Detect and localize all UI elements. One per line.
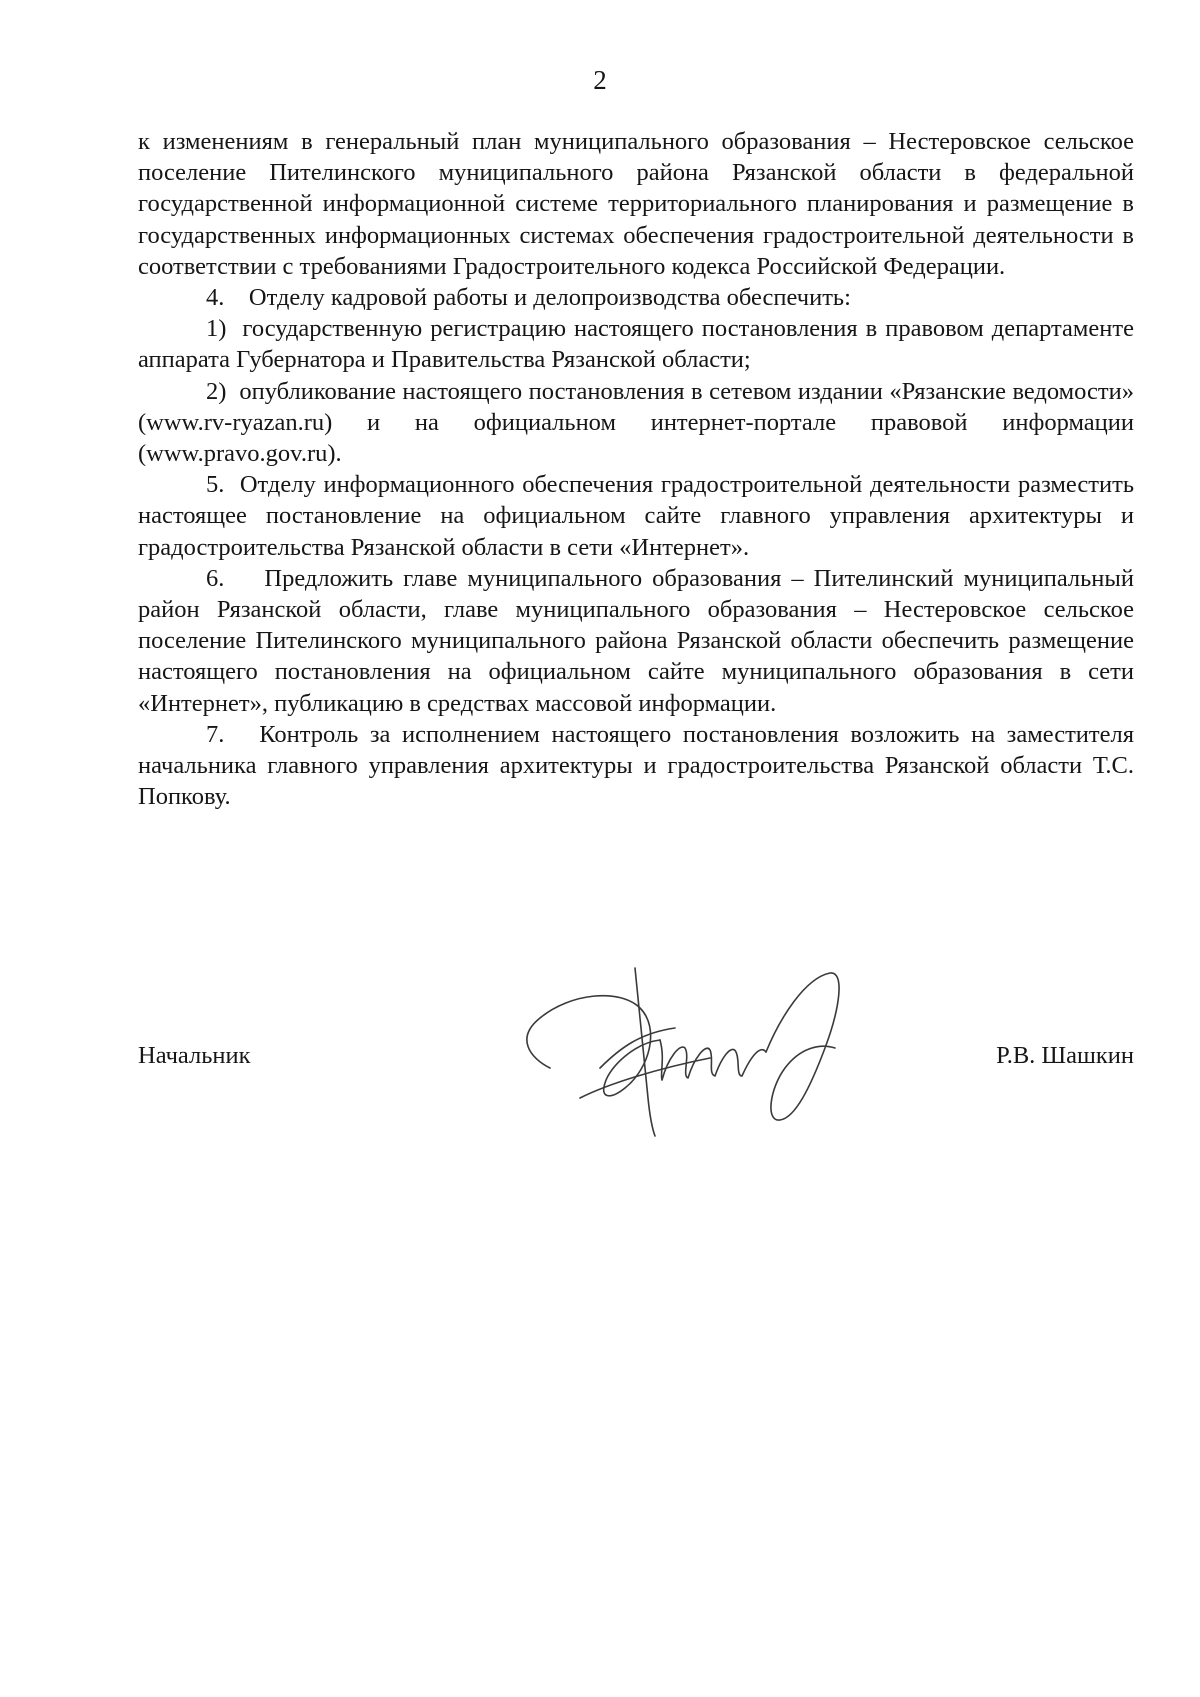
paragraph-item-5: 5. Отделу информационного обеспечения градостроительной деятельности разместить настоящее постановление на официальном сайте главного управления архитектуры и градостроительства Рязанской области в сети «Интернет».	[138, 471, 1134, 561]
paragraph-subitem-2: 2) опубликование настоящего постановления в сетевом издании «Рязанские ведомости» (www.rv-ryazan.ru) и на официальном интернет-портале правовой информации (www.pravo.gov.ru).	[138, 377, 1134, 468]
page-number: 2	[593, 65, 607, 95]
paragraph-subitem-1: 1) государственную регистрацию настоящего постановления в правовом департаменте аппарата Губернатора и Правительства Рязанской области;	[138, 315, 1134, 374]
document-body	[138, 126, 1134, 812]
signer-position: Начальник	[138, 1042, 251, 1069]
paragraph-continuation: к изменениям в генеральный план муниципального образования – Нестеровское сельское поселение Пителинского муниципального района Рязанской области в федеральной государственной информационной системе территориального планирования и размещение в государственных информационных системах обеспечения градостроительной деятельности в соответствии с требованиями Градостроительного кодекса Российской Федерации.	[138, 128, 1134, 280]
signature-block	[138, 1040, 1134, 1080]
paragraph-item-4: 4. Отделу кадровой работы и делопроизводства обеспечить:	[206, 284, 851, 312]
paragraph-item-7: 7. Контроль за исполнением настоящего постановления возложить на заместителя начальника главного управления архитектуры и градостроительства Рязанской области Т.С. Попкову.	[138, 720, 1134, 811]
signer-name: Р.В. Шашкин	[996, 1042, 1134, 1069]
paragraph-item-6: 6. Предложить главе муниципального образования – Пителинский муниципальный район Рязанской области, главе муниципального образования – Нестеровское сельское поселение Пителинского муниципального района Рязанской области обеспечить размещение настоящего постановления на официальном сайте муниципального образования в сети «Интернет», публикацию в средствах массовой информации.	[138, 564, 1134, 717]
